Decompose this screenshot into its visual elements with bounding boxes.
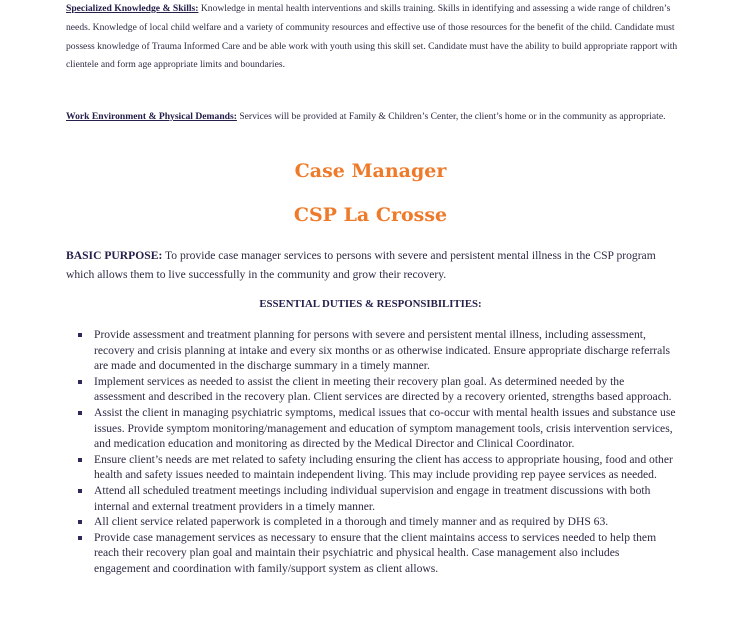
duty-item	[74, 405, 678, 452]
duty-text: All client service related paperwork is completed in a thorough and timely manner and as required by DHS 63.	[94, 515, 609, 529]
bullet-square-icon	[78, 333, 82, 337]
basic-purpose-paragraph	[66, 246, 666, 284]
duty-text: Ensure client’s needs are met related to safety including ensuring the client has access to appropriate housing, food and other health and safety issues needed to maintain independent living. This may include providing rep payee services as needed.	[94, 452, 673, 482]
duty-item	[74, 483, 678, 514]
duties-list	[74, 327, 678, 577]
duty-item	[74, 514, 678, 530]
bullet-square-icon	[78, 520, 82, 524]
duty-text: Provide case management services as necessary to ensure that the client maintains access to services needed to help them reach their recovery plan goal and maintain their psychiatric and physical health. Case management also includes engagement and coordination with family/support system as client allows.	[94, 530, 657, 575]
bullet-square-icon	[78, 489, 82, 493]
duty-item	[74, 327, 678, 374]
duty-text: Provide assessment and treatment planning for persons with severe and persistent mental illness, including assessment, recovery and crisis planning at intake and every six months or as otherwise indicated. Ensure appropriate discharge referrals are made and documented in the discharge summary in a timely manner.	[94, 328, 671, 373]
duty-text: Implement services as needed to assist the client in meeting their recovery plan goal. As determined needed by the assessment and described in the recovery plan. Client services are directed by a recovery oriented, strengths based approach.	[94, 374, 672, 404]
bullet-square-icon	[78, 411, 82, 415]
job-title-heading: Case Manager	[294, 160, 447, 182]
duty-item	[74, 452, 678, 483]
basic-purpose-label: BASIC PURPOSE:	[66, 249, 163, 262]
bullet-square-icon	[78, 458, 82, 462]
duty-text: Attend all scheduled treatment meetings including individual supervision and engage in treatment discussions with both internal and external treatment providers in a timely manner.	[94, 483, 651, 513]
duty-item	[74, 374, 678, 405]
duty-text: Assist the client in managing psychiatric symptoms, medical issues that co-occur with mental health issues and substance use issues. Provide symptom monitoring/management and education of symptom management tools, crisis intervention services, and medication education and monitoring as directed by the Medical Director and Clinical Coordinator.	[94, 405, 676, 451]
basic-purpose-text: To provide case manager services to persons with severe and persistent mental illness in the CSP program which allows them to live successfully in the community and grow their recovery.	[66, 249, 656, 281]
essential-duties-heading: ESSENTIAL DUTIES & RESPONSIBILITIES:	[259, 298, 482, 310]
duty-item	[74, 530, 678, 577]
specialized-knowledge-label: Specialized Knowledge & Skills:	[66, 3, 199, 14]
bullet-square-icon	[78, 536, 82, 540]
work-environment-paragraph	[66, 108, 678, 127]
work-environment-text: Services will be provided at Family & Children’s Center, the client’s home or in the community as appropriate.	[236, 111, 666, 122]
bullet-square-icon	[78, 380, 82, 384]
work-environment-label: Work Environment & Physical Demands:	[66, 111, 237, 122]
specialized-knowledge-text: Knowledge in mental health interventions and skills training. Skills in identifying and assessing a wide range of children’s needs. Knowledge of local child welfare and a variety of community resources and effective use of those resources for the benefit of the child. Candidate must possess knowledge of Trauma Informed Care and be able work with youth using this skill set. Candidate must have the ability to build appropriate rapport with clientele and form age appropriate limits and boundaries.	[66, 3, 678, 71]
specialized-knowledge-paragraph	[66, 0, 678, 75]
location-title-heading: CSP La Crosse	[293, 204, 448, 226]
